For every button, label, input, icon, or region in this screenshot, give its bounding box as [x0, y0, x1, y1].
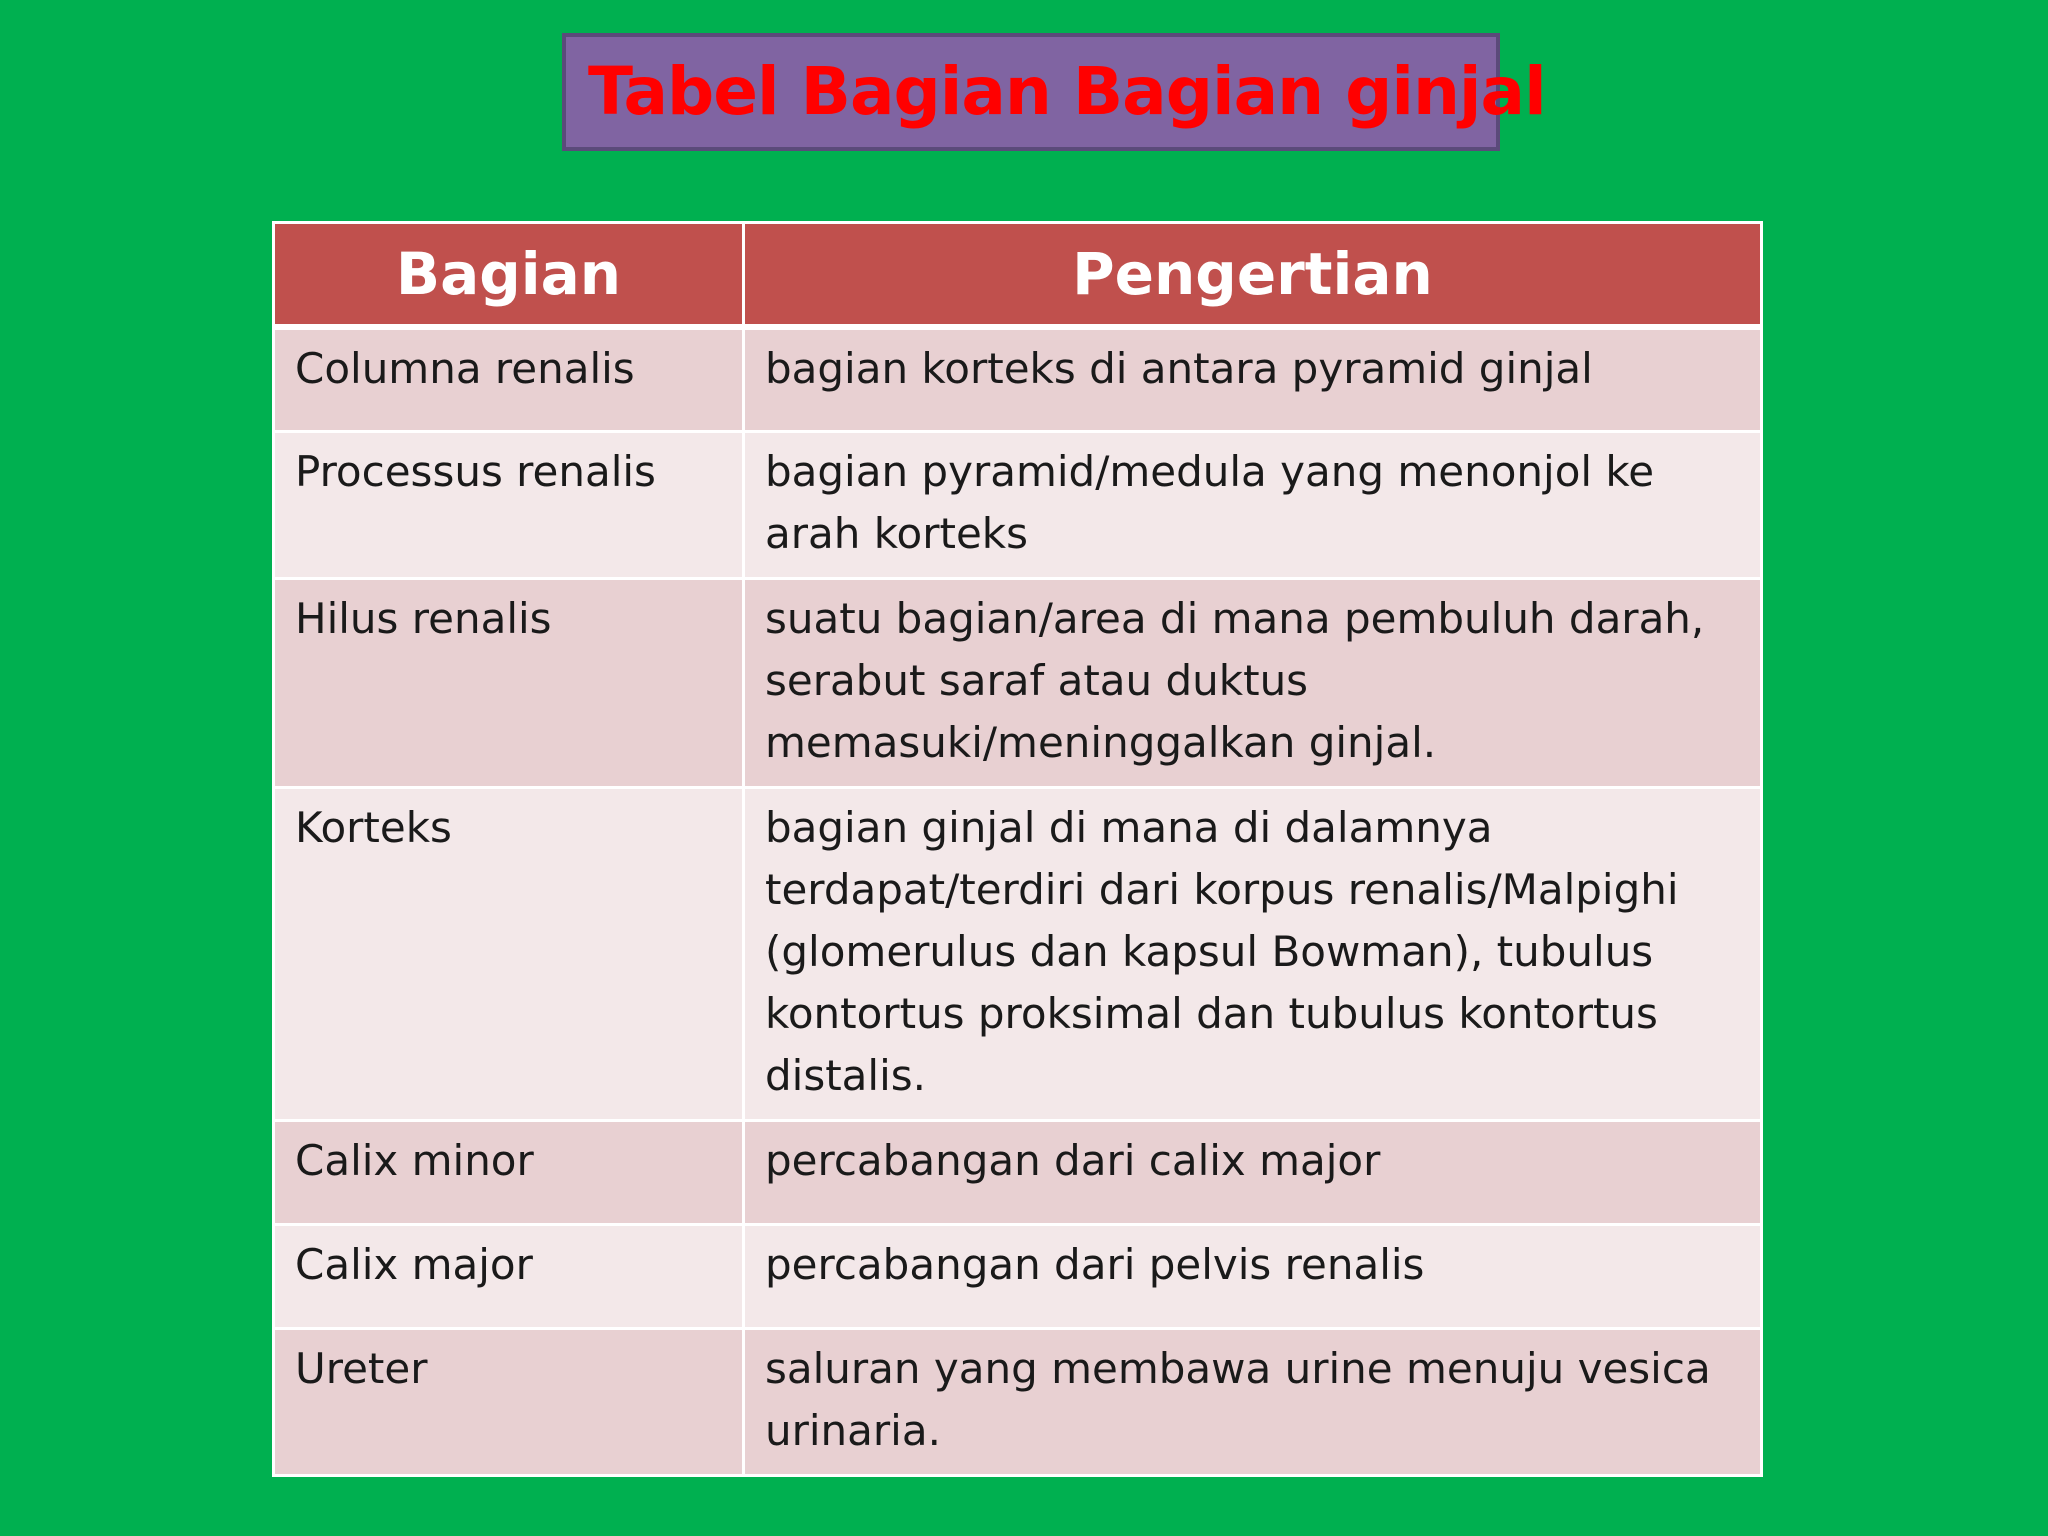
- slide-title: Tabel Bagian Bagian ginjal: [588, 53, 1546, 130]
- cell-pengertian: suatu bagian/area di mana pembuluh darah, serabut saraf atau duktus memasuki/meninggalkan ginjal.: [744, 578, 1762, 787]
- table-row: [274, 787, 1762, 1120]
- cell-pengertian: percabangan dari pelvis renalis: [744, 1224, 1762, 1328]
- table-row: [274, 578, 1762, 787]
- table-row: [274, 1120, 1762, 1224]
- cell-bagian: Processus renalis: [274, 431, 744, 578]
- cell-bagian: Columna renalis: [274, 327, 744, 431]
- cell-pengertian: bagian korteks di antara pyramid ginjal: [744, 327, 1762, 431]
- cell-bagian: Ureter: [274, 1328, 744, 1475]
- cell-bagian: Hilus renalis: [274, 578, 744, 787]
- cell-bagian: Calix minor: [274, 1120, 744, 1224]
- table-row: [274, 1224, 1762, 1328]
- title-box: [562, 33, 1546, 151]
- cell-bagian: Korteks: [274, 787, 744, 1120]
- table-row: [274, 327, 1762, 431]
- kidney-parts-table: [272, 221, 1763, 1477]
- table-row: [274, 431, 1762, 578]
- table-header-row: [274, 223, 1762, 328]
- cell-pengertian: saluran yang membawa urine menuju vesica urinaria.: [744, 1328, 1762, 1475]
- cell-pengertian: percabangan dari calix major: [744, 1120, 1762, 1224]
- header-bagian: Bagian: [274, 223, 744, 328]
- cell-pengertian: bagian pyramid/medula yang menonjol ke arah korteks: [744, 431, 1762, 578]
- header-pengertian: Pengertian: [744, 223, 1762, 328]
- table-row: [274, 1328, 1762, 1475]
- cell-bagian: Calix major: [274, 1224, 744, 1328]
- cell-pengertian: bagian ginjal di mana di dalamnya terdapat/terdiri dari korpus renalis/Malpighi (glomerulus dan kapsul Bowman), tubulus kontortus proksimal dan tubulus kontortus distalis.: [744, 787, 1762, 1120]
